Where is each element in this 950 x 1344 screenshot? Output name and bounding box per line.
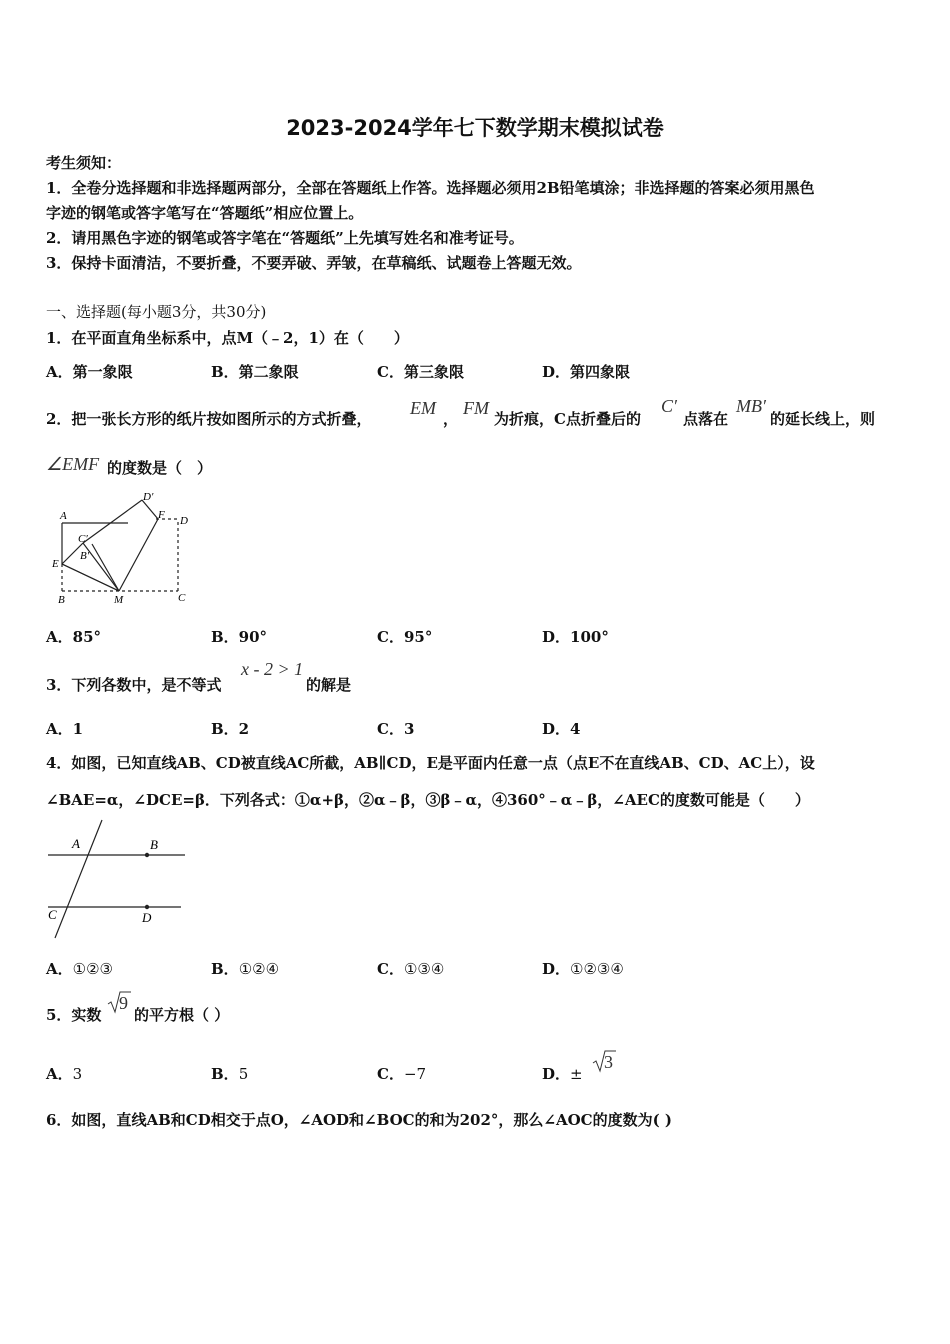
q6-stem: 6．如图，直线AB和CD相交于点O，∠AOD和∠BOC的和为202°，那么∠AOC的度数为( ) [46,1111,673,1129]
q1-option-c[interactable]: C．第三象限 [377,363,464,381]
q2-stem-6: 的度数是（ ） [107,459,213,477]
q5-option-c-label: C． [377,1065,404,1083]
q2-stem-5: 的延长线上，则 [770,410,876,428]
q5-option-b-label: B． [211,1065,239,1083]
q2-label-a: A [60,510,67,522]
q4-stem-1: 4．如图，已知直线AB、CD被直线AC所截，AB∥CD，E是平面内任意一点（点E不在直线AB、CD、AC上），设 [46,754,815,772]
q2-label-d-prime: D′ [143,491,154,503]
q5-option-d-value: ± [570,1065,583,1083]
q4-label-b: B [150,837,158,852]
q2-label-c-prime: C′ [78,533,88,545]
q4-label-c: C [48,907,57,922]
q4-option-d-value: ①②③④ [570,960,624,978]
section-heading: 一、选择题(每小题3分，共30分) [46,303,267,321]
q2-option-d[interactable]: D．100° [542,628,609,646]
q1-option-a[interactable]: A．第一象限 [46,363,133,381]
notice-line-3: 3．保持卡面清洁，不要折叠，不要弄破、弄皱，在草稿纸、试题卷上答题无效。 [46,254,582,272]
q2-option-c[interactable]: C．95° [377,628,433,646]
notice-line-1b: 字迹的钢笔或答字笔写在“答题纸”相应位置上。 [46,204,364,222]
q5-option-a-value: 3 [72,1065,83,1083]
q2-label-m: M [114,594,124,606]
q4-option-b-value: ①②④ [238,960,280,978]
q3-math-inequality: x - 2 > 1 [241,659,304,679]
q2-option-a[interactable]: A．85° [46,628,102,646]
q5-option-c[interactable] [377,1063,426,1084]
q2-label-b-prime: B′ [80,550,90,562]
q5-option-b[interactable] [211,1063,248,1084]
q5-option-c-value: −7 [403,1065,427,1083]
q2-label-c: C [178,592,186,604]
q2-label-f: F [158,509,165,521]
q4-option-d-label: D． [542,960,571,978]
q4-option-b[interactable] [211,958,279,979]
q4-option-a[interactable] [46,958,113,979]
q3-option-b[interactable]: B．2 [211,720,250,738]
q3-stem-1: 3．下列各数中，是不等式 [46,676,222,694]
q3-option-a[interactable]: A．1 [46,720,84,738]
q4-parallel-figure [44,818,189,943]
q4-option-a-label: A． [46,960,73,978]
q5-option-a[interactable] [46,1063,82,1084]
q2-math-fm: FM [463,398,489,418]
q2-label-b: B [58,594,65,606]
q5-stem-2: 的平方根（ ） [134,1006,230,1024]
q2-stem-1: 2．把一张长方形的纸片按如图所示的方式折叠， [46,410,372,428]
q1-option-d[interactable]: D．第四象限 [542,363,631,381]
q5-math-radicand: 9 [119,993,128,1013]
q4-stem-2: ∠BAE=α，∠DCE=β．下列各式：①α+β，②α﹣β，③β﹣α，④360°﹣α﹣β，∠AEC的度数可能是（ ） [46,791,810,809]
q4-option-a-value: ①②③ [72,960,113,978]
q2-label-e: E [52,558,59,570]
q2-math-em: EM [410,398,436,418]
q2-stem-2: ， [443,410,459,428]
q5-option-d-label: D． [542,1065,571,1083]
notice-line-2: 2．请用黑色字迹的钢笔或答字笔在“答题纸”上先填写姓名和准考证号。 [46,229,524,247]
notice-heading: 考生须知： [46,154,122,172]
q4-label-a: A [72,836,80,851]
q4-option-b-label: B． [211,960,239,978]
q4-label-d: D [142,910,152,925]
q2-fold-figure [44,486,194,608]
q5-option-b-value: 5 [238,1065,249,1083]
q3-option-c[interactable]: C．3 [377,720,415,738]
q2-math-emf: ∠EMF [46,454,100,474]
q5-option-d-radicand: 3 [604,1052,613,1072]
q4-option-c-label: C． [377,960,404,978]
q4-option-d[interactable] [542,958,624,979]
q2-math-mb: MB′ [736,396,766,416]
q1-option-b[interactable]: B．第二象限 [211,363,299,381]
q5-option-d[interactable] [542,1063,583,1084]
q1-stem: 1．在平面直角坐标系中，点M（﹣2，1）在（ ） [46,329,409,347]
q2-label-d: D [180,515,188,527]
q2-option-b[interactable]: B．90° [211,628,268,646]
q4-option-c[interactable] [377,958,444,979]
q4-option-c-value: ①③④ [403,960,445,978]
q2-stem-3: 为折痕，C点折叠后的 [494,410,641,428]
q2-stem-4: 点落在 [683,410,729,428]
q5-option-a-label: A． [46,1065,73,1083]
q2-math-c: C′ [661,396,677,416]
q3-stem-2: 的解是 [306,676,352,694]
q3-option-d[interactable]: D．4 [542,720,581,738]
page-title: 2023-2024学年七下数学期末模拟试卷 [286,116,664,140]
q5-stem-1: 5．实数 [46,1006,102,1024]
notice-line-1a: 1．全卷分选择题和非选择题两部分，全部在答题纸上作答。选择题必须用2B铅笔填涂；非选择题的答案必须用黑色 [46,179,815,197]
